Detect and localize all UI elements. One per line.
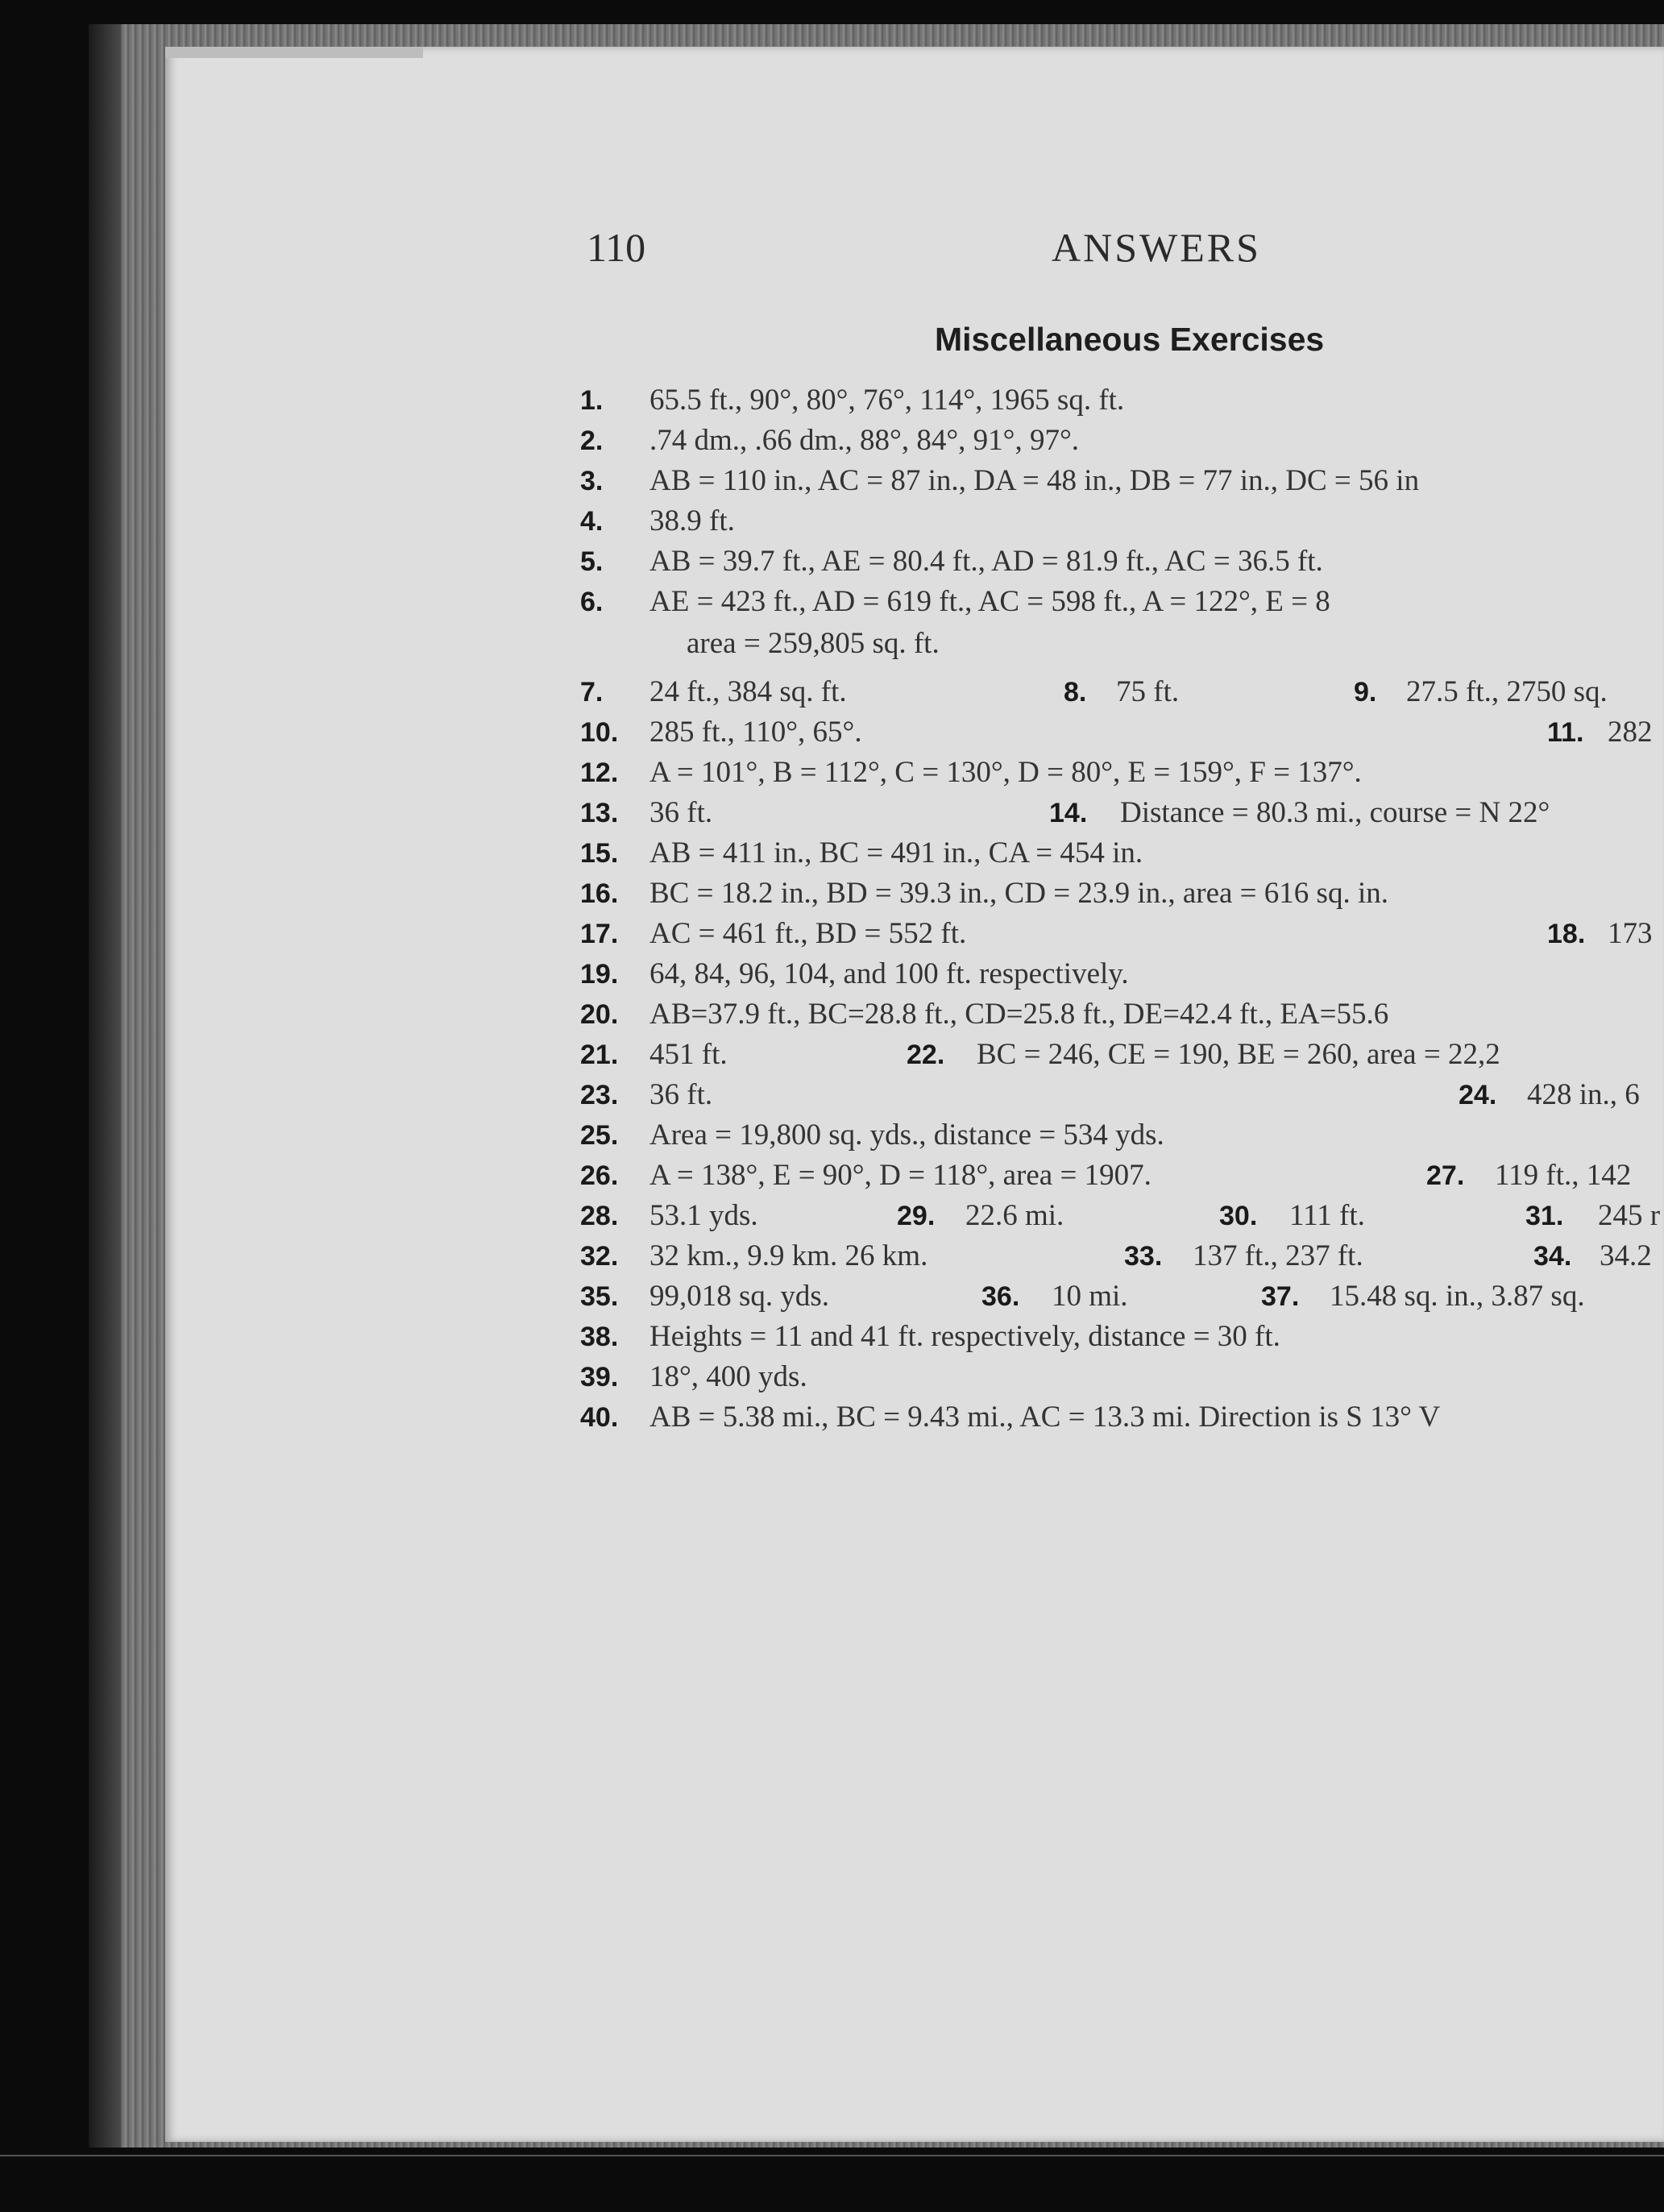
answer-number: 16. [580,878,619,909]
answer-number: 11. [1547,717,1584,748]
answer-number: 19. [580,959,619,990]
answer-number: 30. [1219,1201,1258,1231]
answer-number: 26. [580,1160,619,1191]
section-title: Miscellaneous Exercises [935,321,1325,358]
bottom-rule [0,2155,1664,2156]
answer-number: 33. [1124,1241,1163,1272]
answer-number: 15. [580,838,619,869]
answer-text: 428 in., 6 [1527,1078,1640,1111]
answer-text: BC = 246, CE = 190, BE = 260, area = 22,2 [977,1038,1500,1071]
answer-text: 173 [1608,917,1653,950]
answer-text: AB = 5.38 mi., BC = 9.43 mi., AC = 13.3 mi. Direction is S 13° V [649,1401,1441,1434]
answer-text: Distance = 80.3 mi., course = N 22° [1120,796,1550,829]
answer-number: 38. [580,1322,619,1352]
answer-number: 12. [580,757,619,788]
answer-number: 13. [580,798,619,828]
answer-text: 27.5 ft., 2750 sq. [1406,675,1608,708]
answer-text: 282 [1608,716,1653,749]
answer-number: 35. [580,1281,619,1312]
answer-text: 75 ft. [1116,675,1180,708]
page-number: 110 [587,225,646,270]
answer-text: 18°, 400 yds. [649,1360,807,1393]
answer-text: 15.48 sq. in., 3.87 sq. [1330,1280,1585,1313]
answer-number: 34. [1533,1241,1572,1272]
answer-text: 53.1 yds. [649,1199,758,1232]
answer-number: 37. [1261,1281,1300,1312]
answer-text: 10 mi. [1052,1280,1128,1313]
answer-number: 28. [580,1201,619,1231]
answer-number: 6. [580,587,604,617]
answer-text: 451 ft. [649,1038,728,1071]
answer-text: AE = 423 ft., AD = 619 ft., AC = 598 ft., A = 122°, E = 8 [649,585,1330,618]
page-edge-band [165,47,423,58]
answer-text: 119 ft., 142 [1495,1159,1632,1192]
answer-number: 22. [907,1040,945,1070]
answer-number: 17. [580,919,619,949]
answer-text: 99,018 sq. yds. [649,1280,830,1313]
answer-number: 21. [580,1040,619,1070]
answer-number: 10. [580,717,619,748]
running-head: ANSWERS [1052,225,1261,270]
answer-number: 23. [580,1080,619,1110]
answer-text: area = 259,805 sq. ft. [687,627,940,660]
answer-text: 24 ft., 384 sq. ft. [649,675,847,708]
binding-shadow [89,24,121,2148]
answer-text: A = 101°, B = 112°, C = 130°, D = 80°, E = 159°, F = 137°. [649,756,1362,789]
answer-number: 31. [1525,1201,1564,1231]
book-page [165,47,1664,2142]
answer-number: 36. [981,1281,1020,1312]
answer-number: 2. [580,425,604,456]
answer-text: .74 dm., .66 dm., 88°, 84°, 91°, 97°. [649,424,1079,457]
answer-text: 22.6 mi. [965,1199,1064,1232]
answer-text: AB = 411 in., BC = 491 in., CA = 454 in. [649,836,1143,869]
answer-number: 25. [580,1120,619,1151]
answer-text: AC = 461 ft., BD = 552 ft. [649,917,967,950]
answer-number: 32. [580,1241,619,1272]
answer-number: 20. [580,999,619,1030]
answer-text: BC = 18.2 in., BD = 39.3 in., CD = 23.9 in., area = 616 sq. in. [649,877,1388,910]
answer-number: 40. [580,1402,619,1433]
answer-number: 9. [1354,677,1377,708]
answer-text: AB = 110 in., AC = 87 in., DA = 48 in., DB = 77 in., DC = 56 in [649,464,1420,497]
answer-text: 64, 84, 96, 104, and 100 ft. respectively. [649,957,1129,990]
answer-number: 7. [580,677,604,708]
answer-text: 38.9 ft. [649,504,735,537]
answer-text: 65.5 ft., 90°, 80°, 76°, 114°, 1965 sq. ft. [649,384,1125,417]
answer-number: 14. [1049,798,1088,828]
answer-number: 3. [580,466,604,496]
answer-number: 29. [897,1201,936,1231]
answer-text: 36 ft. [649,796,713,829]
answer-number: 4. [580,506,604,537]
answer-text: 111 ft. [1289,1199,1365,1232]
answer-number: 1. [580,385,604,416]
answer-text: Heights = 11 and 41 ft. respectively, distance = 30 ft. [649,1320,1280,1353]
answer-text: 34.2 [1600,1239,1652,1272]
answer-text: 137 ft., 237 ft. [1193,1239,1363,1272]
answer-number: 5. [580,546,604,577]
answer-text: Area = 19,800 sq. yds., distance = 534 yds. [649,1118,1164,1152]
answer-text: 245 r [1598,1199,1661,1232]
answer-text: 32 km., 9.9 km. 26 km. [649,1239,928,1272]
answer-text: 285 ft., 110°, 65°. [649,716,862,749]
answer-number: 18. [1547,919,1586,949]
answer-text: AB=37.9 ft., BC=28.8 ft., CD=25.8 ft., DE=42.4 ft., EA=55.6 [649,998,1389,1031]
answer-text: 36 ft. [649,1078,713,1111]
answer-text: A = 138°, E = 90°, D = 118°, area = 1907. [649,1159,1152,1192]
answer-number: 24. [1459,1080,1497,1110]
answer-number: 8. [1064,677,1087,708]
answer-number: 27. [1426,1160,1465,1191]
answer-number: 39. [580,1362,619,1392]
answer-text: AB = 39.7 ft., AE = 80.4 ft., AD = 81.9 ft., AC = 36.5 ft. [649,545,1323,578]
